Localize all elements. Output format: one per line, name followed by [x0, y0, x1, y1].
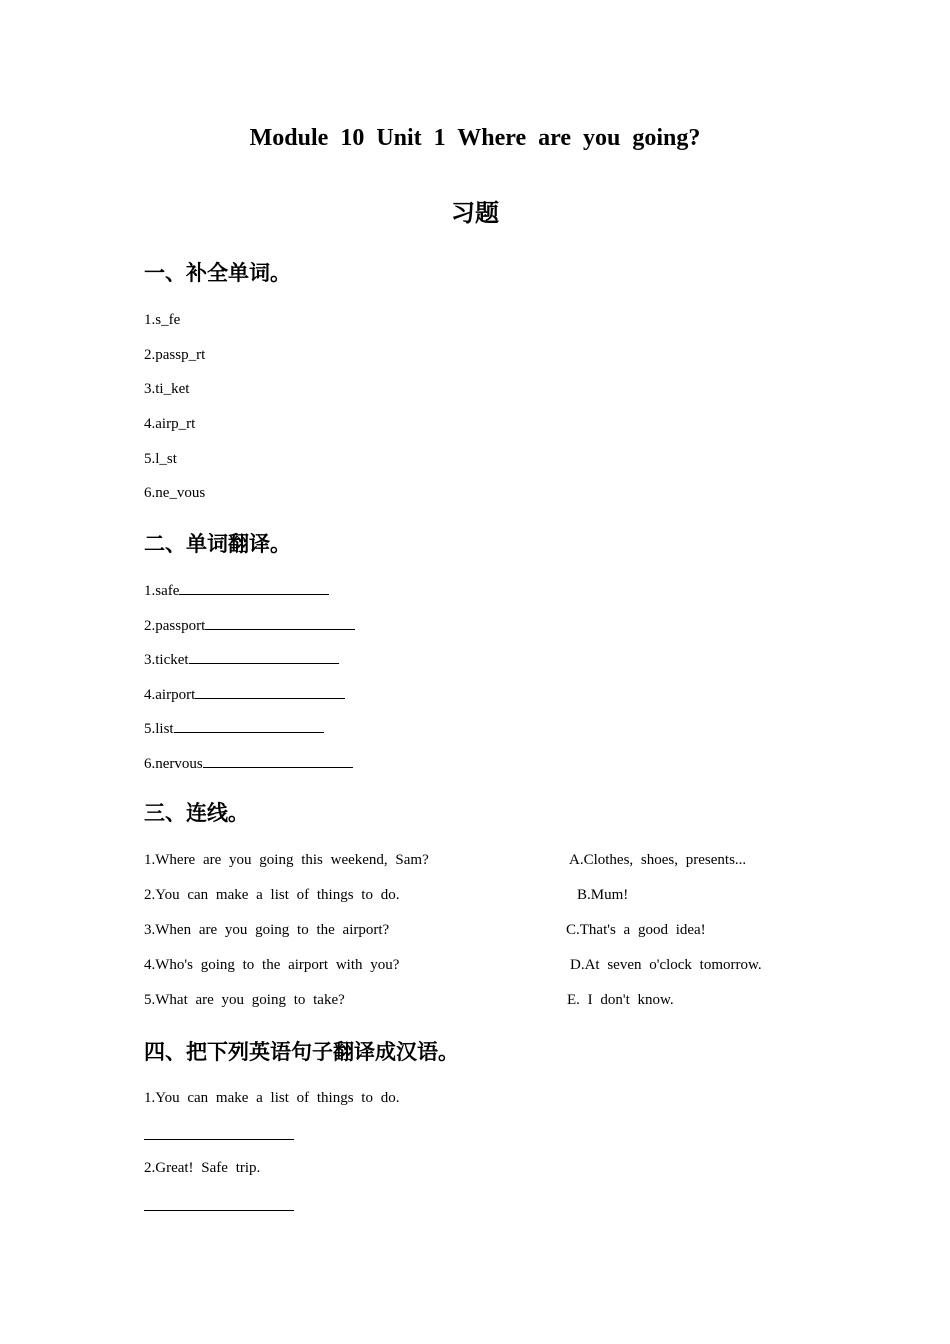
- match-question: 2.You can make a list of things to do.: [144, 887, 400, 903]
- word-text: 3.ticket: [144, 652, 189, 668]
- translate-word-item: [144, 649, 339, 670]
- section-3-heading: 三、连线。: [144, 801, 249, 825]
- word-text: 1.safe: [144, 583, 180, 599]
- fill-word-item: 3.ti_ket: [144, 381, 190, 397]
- answer-blank[interactable]: [189, 649, 339, 664]
- answer-line[interactable]: [144, 1139, 294, 1140]
- section-1-heading: 一、补全单词。: [144, 261, 291, 285]
- fill-word-item: 6.ne_vous: [144, 485, 206, 501]
- match-question: 4.Who's going to the airport with you?: [144, 957, 400, 973]
- word-text: 4.airport: [144, 687, 196, 703]
- match-question: 3.When are you going to the airport?: [144, 922, 390, 938]
- translate-word-item: [144, 718, 324, 739]
- section-2-heading: 二、单词翻译。: [144, 532, 291, 556]
- translate-sentence-item: 1.You can make a list of things to do.: [144, 1090, 400, 1106]
- answer-blank[interactable]: [195, 684, 345, 699]
- word-text: 6.nervous: [144, 756, 203, 772]
- answer-line[interactable]: [144, 1210, 294, 1211]
- section-4-heading: 四、把下列英语句子翻译成汉语。: [144, 1040, 459, 1064]
- answer-blank[interactable]: [174, 718, 324, 733]
- page-subtitle: 习题: [451, 199, 499, 227]
- match-question: 1.Where are you going this weekend, Sam?: [144, 852, 429, 868]
- match-answer: D.At seven o'clock tomorrow.: [570, 957, 762, 973]
- translate-sentence-item: 2.Great! Safe trip.: [144, 1160, 261, 1176]
- word-text: 2.passport: [144, 618, 206, 634]
- match-answer: C.That's a good idea!: [566, 922, 706, 938]
- match-answer: B.Mum!: [577, 887, 629, 903]
- answer-blank[interactable]: [205, 615, 355, 630]
- translate-word-item: [144, 684, 345, 705]
- page-title: Module 10 Unit 1 Where are you going?: [249, 125, 701, 151]
- word-text: 5.list: [144, 721, 174, 737]
- match-question: 5.What are you going to take?: [144, 992, 345, 1008]
- fill-word-item: 2.passp_rt: [144, 347, 206, 363]
- match-answer: E. I don't know.: [567, 992, 674, 1008]
- fill-word-item: 1.s_fe: [144, 312, 181, 328]
- fill-word-item: 4.airp_rt: [144, 416, 196, 432]
- translate-word-item: [144, 615, 355, 636]
- translate-word-item: [144, 580, 329, 601]
- translate-word-item: [144, 753, 353, 774]
- match-answer: A.Clothes, shoes, presents...: [569, 852, 747, 868]
- fill-word-item: 5.l_st: [144, 451, 177, 467]
- answer-blank[interactable]: [179, 580, 329, 595]
- answer-blank[interactable]: [203, 753, 353, 768]
